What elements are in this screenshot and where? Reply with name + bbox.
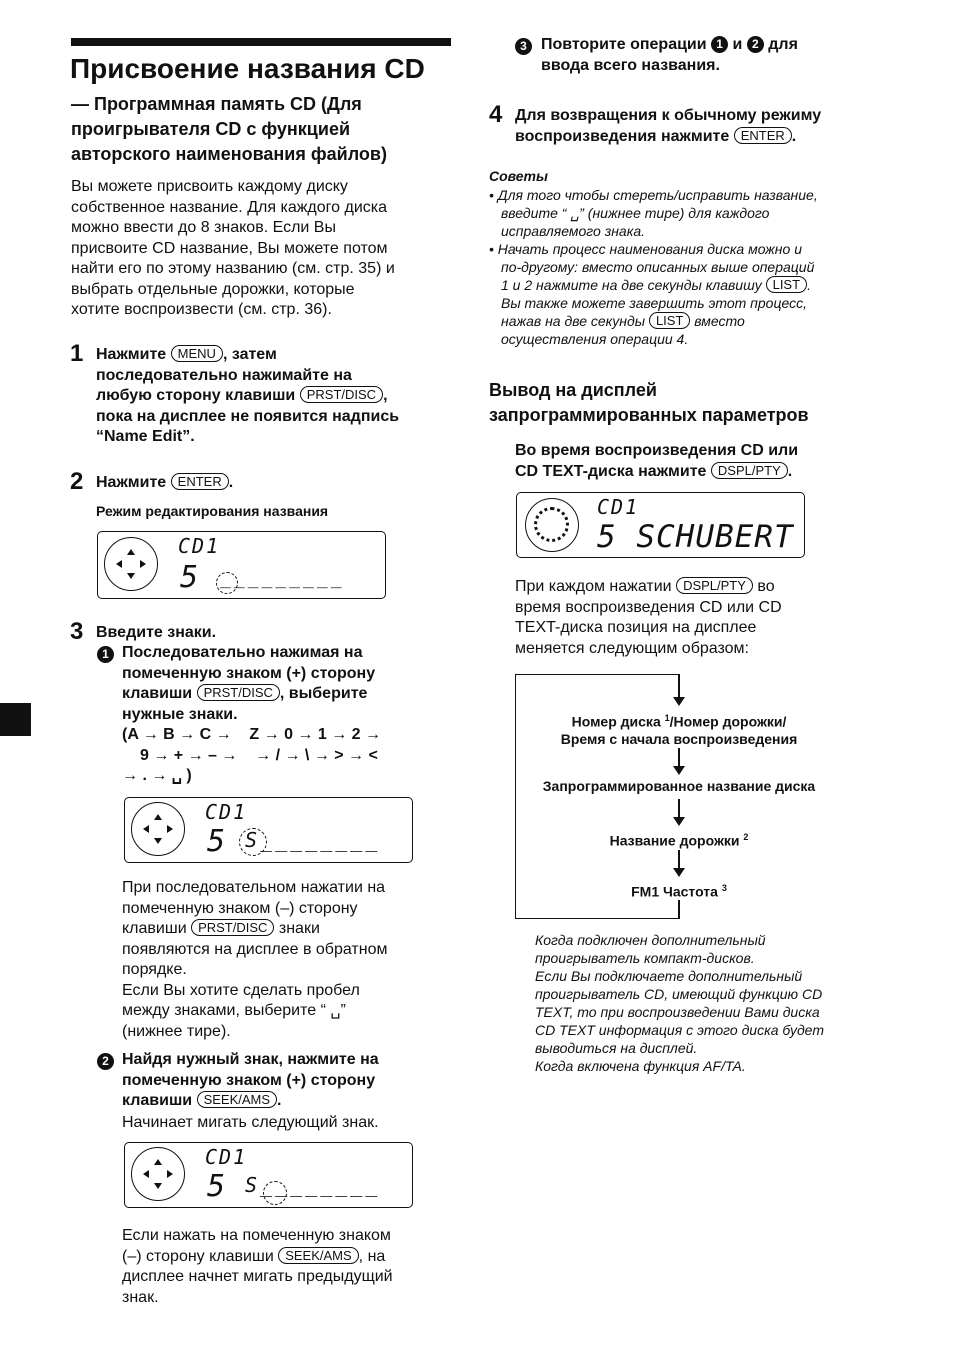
tips-list: • Для того чтобы стереть/исправить название, введите “ ␣” (нижнее тире) для каждого исправляемого знака. • Начать процесс наименования диска можно и по-другому: вместо описанных выше операций 1 и 2 нажмите на две секунды клавишу LIST . Вы также можете завершить этот процесс, нажав на две секунды LIST вместо осуществления операции 4. [489,187,818,347]
each-press-paragraph: При каждом нажатии DSPL/PTY во время воспроизведения CD или CD TEXT-диска позиция на дисплее меняется следующим образом: [515,578,782,657]
lcd-name-chars: S________ [245,1173,381,1197]
substep-1-badge: 1 [97,646,114,663]
title-rule [71,38,451,46]
reverse-order-paragraph: При последовательном нажатии на помеченную знаком (–) сторону клавиши PRST/DISC знаки появляются на дисплее в обратном порядке. Если Вы хотите сделать пробел между знаками, выберите “ ␣” (нижнее тире). [122,879,388,1040]
enter-key: ENTER [734,127,792,144]
during-playback-instruction: Во время воспроизведения CD или CD TEXT-диска нажмите DSPL/PTY . [515,442,799,480]
lcd-display-char-entry [124,797,413,863]
menu-key: MENU [171,345,223,362]
step-1-number: 1 [70,340,84,367]
control-dial-icon [104,537,158,591]
lcd-disc-label: CD1 [205,800,248,824]
enter-key: ENTER [171,473,229,490]
control-dial-icon [131,802,185,856]
flow-item-track-name: Название дорожки $^2$ [609,832,749,849]
lcd-disc-number: 5 [207,1169,228,1204]
flow-arrow [678,748,680,773]
lcd-disc-label: CD1 [178,534,221,558]
seek-ams-key: SEEK/AMS [278,1247,358,1264]
seek-ams-key: SEEK/AMS [197,1091,277,1108]
volume-dial-icon [525,498,579,552]
control-dial-icon [131,1147,185,1201]
lcd-disc-number: 5 [207,824,228,859]
step-2-number: 2 [70,468,84,495]
side-tab [0,703,31,736]
flow-arrow [678,850,680,875]
step-4-text: Для возвращения к обычному режиму воспроизведения нажмите ENTER . [515,107,822,145]
lcd-name-chars: _________ [220,568,345,589]
step-1-text: Нажмите MENU , затем последовательно нажимайте на любую сторону клавиши PRST/DISC , пока на дисплее не появится надпись “Name Edit”. [96,346,400,445]
prst-disc-key: PRST/DISC [191,919,274,936]
ref-badge-2: 2 [747,36,764,53]
lcd-disc-number: 5 [180,560,201,595]
list-key: LIST [766,276,807,293]
section-heading: Вывод на дисплей запрограммированных параметров [489,380,809,425]
prst-disc-key: PRST/DISC [197,684,280,701]
lcd-disc-name: 5 SCHUBERT [597,519,794,555]
substep-2-desc: Начинает мигать следующий знак. [122,1114,379,1131]
dspl-pty-key: DSPL/PTY [676,577,753,594]
prst-disc-key: PRST/DISC [300,386,383,403]
dspl-pty-key: DSPL/PTY [711,462,788,479]
lcd-display-schubert [516,492,805,558]
flow-item-disc-name: Запрограммированное название диска [542,778,816,794]
flow-return-line [678,900,680,919]
step-4-number: 4 [489,101,503,128]
list-key: LIST [649,312,690,329]
substep-2-text: Найдя нужный знак, нажмите на помеченную знаком (+) сторону клавиши SEEK/AMS . [122,1051,379,1109]
ref-badge-1: 1 [711,36,728,53]
lcd-display-next-char [124,1142,413,1208]
step-2-text: Нажмите ENTER . [96,474,234,491]
footnotes: Когда подключен дополнительный проигрыватель компакт-дисков. Если Вы подключаете дополнительный проигрыватель CD, имеющий функцию CD TEXT, то при воспроизведении Вами диска CD TEXT информация с этого диска будет выводиться на дисплей. Когда включена функция AF/TA. [535,932,824,1074]
tips-title: Советы [489,168,548,184]
flow-arrow [678,674,680,704]
substep-2-badge: 2 [97,1053,114,1070]
step-3-heading: Введите знаки. [96,624,217,641]
substep-1-text: Последовательно нажимая на помеченную знаком (+) сторону клавиши PRST/DISC , выберите нужные знаки. (A → B → C → Z → 0 → 1 → 2 → 9 → + → – → → / → \ → > → < → . → ␣ ) [122,644,381,784]
flow-arrow [678,799,680,824]
page-subtitle: — Программная память CD (Для проигрывателя CD с функцией авторского наименования файлов) [71,94,387,164]
lcd-display-name-edit [97,531,386,599]
lcd-disc-label: CD1 [205,1145,248,1169]
page-title: Присвоение названия CD [70,53,425,84]
intro-paragraph: Вы можете присвоить каждому диску собственное название. Для каждого диска можно ввести до 8 знаков. Если Вы присвоите CD название, Вы можете потом найти его по этому названию (см. стр. 35) и выбрать отдельные дорожки, которые хотите воспроизвести (см. стр. 36). [71,178,395,318]
lcd-disc-label: CD1 [597,495,640,519]
step-3-number: 3 [70,618,84,645]
name-edit-mode-label: Режим редактирования названия [96,503,329,519]
flow-item-fm-frequency: FM1 Частота $^3$ [631,883,727,900]
previous-char-paragraph: Если нажать на помеченную знаком (–) сторону клавиши SEEK/AMS , на дисплее начнет мигать предыдущий знак. [122,1227,393,1306]
substep-3-text: Повторите операции 1 и 2 для ввода всего названия. [541,36,798,74]
substep-3-badge: 3 [515,38,532,55]
flow-item-disc-track-time: Номер диска $^1$/Номер дорожки/ Время с начала воспроизведения [560,713,798,747]
lcd-name-chars: S________ [245,828,381,852]
